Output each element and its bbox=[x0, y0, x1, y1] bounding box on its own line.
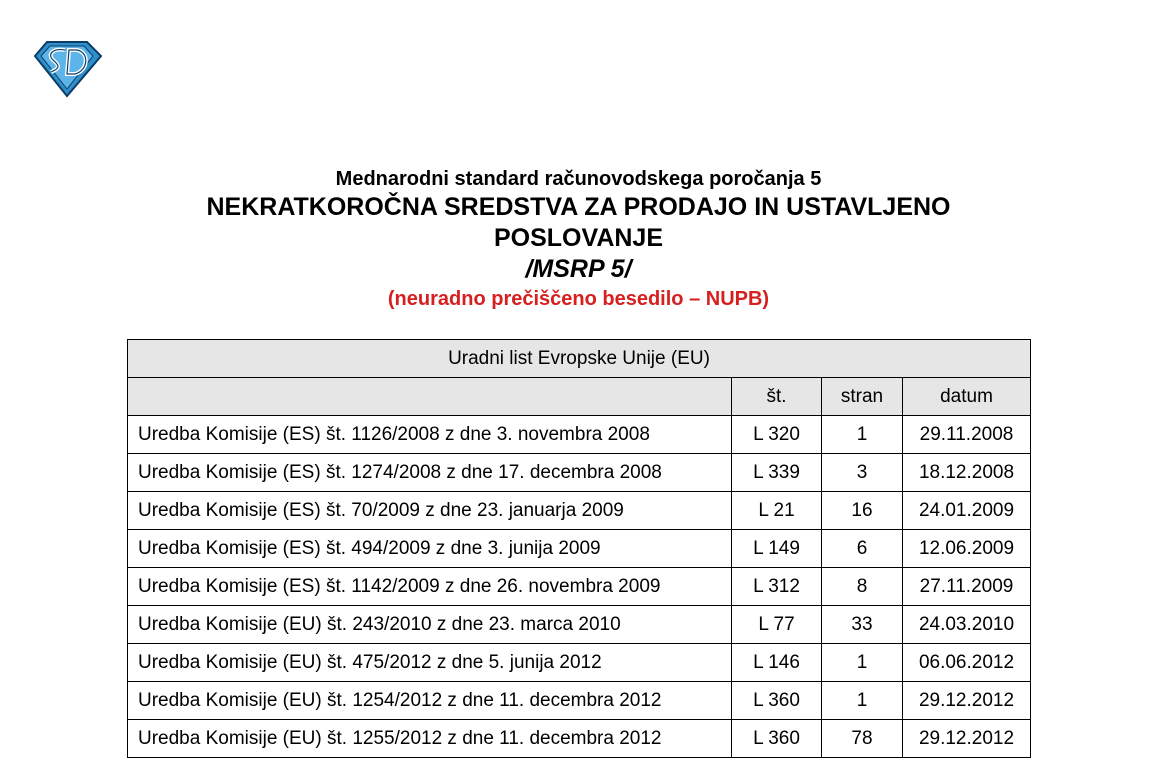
column-header-stran: stran bbox=[822, 378, 903, 416]
cell-number: L 339 bbox=[732, 454, 822, 492]
table-caption: Uradni list Evropske Unije (EU) bbox=[128, 340, 1031, 378]
cell-regulation: Uredba Komisije (ES) št. 1142/2009 z dne 26. novembra 2009 bbox=[128, 568, 732, 606]
document-subtitle: Mednarodni standard računovodskega poročanja 5 bbox=[335, 168, 822, 190]
cell-regulation: Uredba Komisije (ES) št. 1274/2008 z dne 17. decembra 2008 bbox=[128, 454, 732, 492]
cell-date: 29.12.2012 bbox=[903, 682, 1031, 720]
document-title: NEKRATKOROČNA SREDSTVA ZA PRODAJO IN USTAVLJENO POSLOVANJE bbox=[206, 193, 951, 252]
table-row bbox=[128, 644, 1031, 682]
table-row bbox=[128, 530, 1031, 568]
cell-number: L 149 bbox=[732, 530, 822, 568]
cell-date: 29.12.2012 bbox=[903, 720, 1031, 758]
cell-regulation: Uredba Komisije (ES) št. 70/2009 z dne 23. januarja 2009 bbox=[128, 492, 732, 530]
cell-page: 3 bbox=[822, 454, 903, 492]
cell-page: 1 bbox=[822, 416, 903, 454]
table-row bbox=[128, 416, 1031, 454]
cell-page: 6 bbox=[822, 530, 903, 568]
table-row bbox=[128, 720, 1031, 758]
cell-page: 78 bbox=[822, 720, 903, 758]
cell-number: L 320 bbox=[732, 416, 822, 454]
cell-number: L 21 bbox=[732, 492, 822, 530]
cell-regulation: Uredba Komisije (ES) št. 494/2009 z dne 3. junija 2009 bbox=[128, 530, 732, 568]
cell-regulation: Uredba Komisije (EU) št. 1255/2012 z dne 11. decembra 2012 bbox=[128, 720, 732, 758]
column-header-st: št. bbox=[732, 378, 822, 416]
cell-regulation: Uredba Komisije (EU) št. 475/2012 z dne 5. junija 2012 bbox=[128, 644, 732, 682]
cell-number: L 360 bbox=[732, 682, 822, 720]
table-row bbox=[128, 492, 1031, 530]
cell-page: 1 bbox=[822, 682, 903, 720]
cell-date: 18.12.2008 bbox=[903, 454, 1031, 492]
cell-regulation: Uredba Komisije (EU) št. 243/2010 z dne 23. marca 2010 bbox=[128, 606, 732, 644]
cell-regulation: Uredba Komisije (ES) št. 1126/2008 z dne 3. novembra 2008 bbox=[128, 416, 732, 454]
cell-page: 33 bbox=[822, 606, 903, 644]
cell-regulation: Uredba Komisije (EU) št. 1254/2012 z dne 11. decembra 2012 bbox=[128, 682, 732, 720]
cell-date: 29.11.2008 bbox=[903, 416, 1031, 454]
document-code: /MSRP 5/ bbox=[525, 255, 632, 283]
table-header-row bbox=[128, 378, 1031, 416]
cell-date: 24.01.2009 bbox=[903, 492, 1031, 530]
column-header-name bbox=[128, 378, 732, 416]
regulations-table bbox=[127, 339, 1031, 758]
cell-number: L 312 bbox=[732, 568, 822, 606]
cell-date: 12.06.2009 bbox=[903, 530, 1031, 568]
cell-number: L 360 bbox=[732, 720, 822, 758]
column-header-datum: datum bbox=[903, 378, 1031, 416]
cell-date: 24.03.2010 bbox=[903, 606, 1031, 644]
table-row bbox=[128, 682, 1031, 720]
cell-number: L 77 bbox=[732, 606, 822, 644]
cell-page: 16 bbox=[822, 492, 903, 530]
document-heading bbox=[0, 166, 1157, 313]
cell-number: L 146 bbox=[732, 644, 822, 682]
cell-date: 06.06.2012 bbox=[903, 644, 1031, 682]
cell-page: 1 bbox=[822, 644, 903, 682]
cell-date: 27.11.2009 bbox=[903, 568, 1031, 606]
cell-page: 8 bbox=[822, 568, 903, 606]
table-row bbox=[128, 606, 1031, 644]
table-row bbox=[128, 454, 1031, 492]
table-row bbox=[128, 568, 1031, 606]
shield-logo-icon bbox=[31, 40, 103, 98]
document-note: (neuradno prečiščeno besedilo – NUPB) bbox=[387, 288, 770, 310]
